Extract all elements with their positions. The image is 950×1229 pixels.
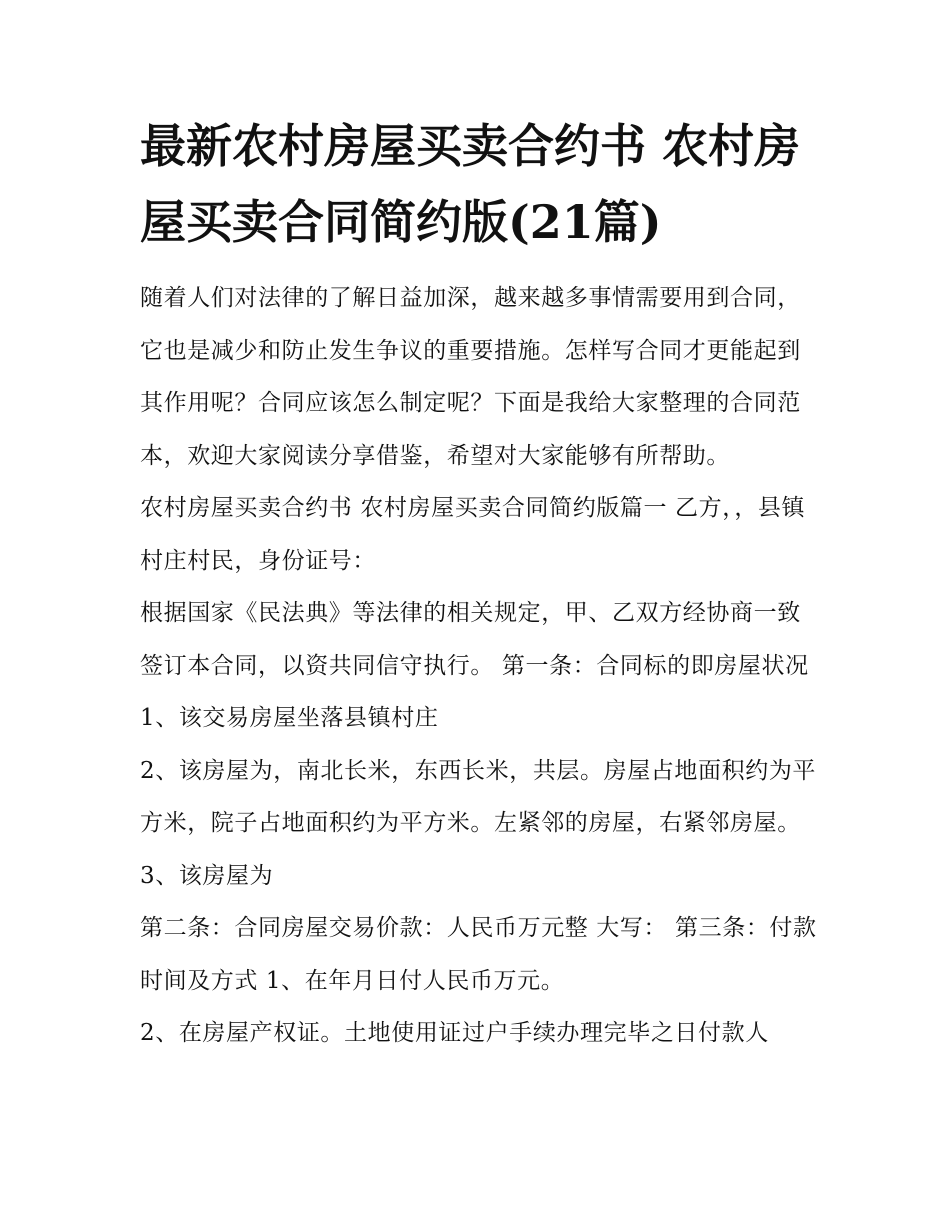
price-payment-paragraph: 第二条：合同房屋交易价款：人民币万元整 大写： 第三条：付款时间及方式 1、在年月日付人民币万元。 <box>140 915 817 994</box>
transfer-payment-paragraph: 2、在房屋产权证。土地使用证过户手续办理完毕之日付款人 <box>140 1020 769 1046</box>
legal-basis-paragraph: 根据国家《民法典》等法律的相关规定，甲、乙双方经协商一致签订本合同，以资共同信守执行。 第一条：合同标的即房屋状况 1、该交易房屋坐落县镇村庄 <box>140 600 809 731</box>
intro-paragraph: 随着人们对法律的了解日益加深，越来越多事情需要用到合同，它也是减少和防止发生争议的重要措施。怎样写合同才更能起到其作用呢？合同应该怎么制定呢？下面是我给大家整理的合同范本，欢迎大家阅读分享借鉴，希望对大家能够有所帮助。 <box>140 285 801 469</box>
document-page <box>140 108 820 1060</box>
house-details-paragraph: 2、该房屋为，南北长米，东西长米，共层。房屋占地面积约为平方米，院子占地面积约为平方米。左紧邻的房屋，右紧邻房屋。 3、该房屋为 <box>140 757 817 889</box>
section-one-heading-paragraph: 农村房屋买卖合约书 农村房屋买卖合同简约版篇一 乙方，，县镇村庄村民，身份证号： <box>140 495 806 574</box>
document-title: 最新农村房屋买卖合约书 农村房屋买卖合同简约版(21篇) <box>140 119 801 249</box>
